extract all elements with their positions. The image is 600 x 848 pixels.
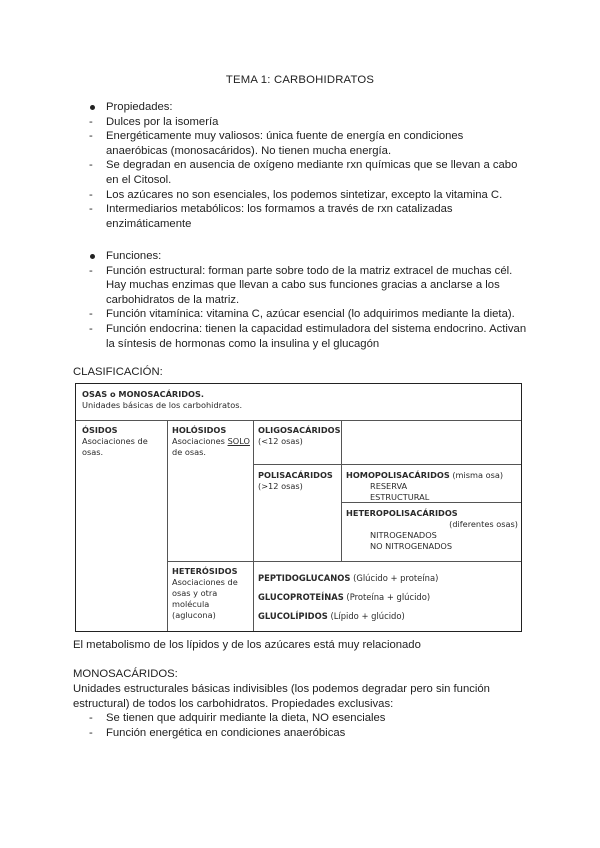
heterosidos-types: PEPTIDOGLUCANOS (Glúcido + proteína) GLUCOPROTEÍNAS (Proteína + glúcido) GLUCOLÍPIDOS (Lípido + glúcido) xyxy=(258,573,439,621)
list-item: - Función endocrina: tienen la capacidad estimuladora del sistema endocrino. Activan la síntesis de hormonas como la insulina y el glucagón xyxy=(89,322,527,350)
list-item: - Función energética en condiciones anaeróbicas xyxy=(89,726,346,739)
funciones-header: Funciones: xyxy=(88,249,528,264)
osas-cell: OSAS o MONOSACÁRIDOS. Unidades básicas de los carbohidratos. xyxy=(82,389,243,410)
propiedades-header: Propiedades: xyxy=(88,100,528,115)
bullet-icon xyxy=(90,105,95,110)
page-title: TEMA 1: CARBOHIDRATOS xyxy=(225,74,375,86)
clasificacion-heading: CLASIFICACIÓN: xyxy=(73,366,163,378)
list-item: - Función estructural: forman parte sobre todo de la matriz extracel de muchas cél. Hay muchas enzimas que llevan a cabo sus funciones gracias a anclarse a los carbohidratos de la matriz. xyxy=(89,264,513,306)
heteropolisacaridos-cell: HETEROPOLISACÁRIDOS (diferentes osas) NITROGENADOS NO NITROGENADOS xyxy=(346,508,518,551)
oligosacaridos-cell: OLIGOSACÁRIDOS (<12 osas) xyxy=(258,425,341,446)
clasificacion-table xyxy=(75,383,522,632)
heterosidos-cell: HETERÓSIDOS Asociaciones de osas y otra molécula (aglucona) xyxy=(172,566,238,620)
list-item: - Función vitamínica: vitamina C, azúcar esencial (lo adquirimos mediante la dieta). xyxy=(89,308,515,321)
list-item: - Se tienen que adquirir mediante la dieta, NO esenciales xyxy=(89,712,386,724)
polisacaridos-cell: POLISACÁRIDOS (>12 osas) xyxy=(258,470,333,491)
list-item: - Intermediarios metabólicos: los formamos a través de rxn catalizadas enzimáticamente xyxy=(89,203,453,230)
homopolisacaridos-cell: HOMOPOLISACÁRIDOS (misma osa) RESERVA ESTRUCTURAL xyxy=(346,470,504,502)
list-item: - Dulces por la isomería xyxy=(89,115,219,128)
propiedades-list xyxy=(88,100,528,231)
list-item: - Los azúcares no son esenciales, los podemos sintetizar, excepto la vitamina C. xyxy=(89,188,503,201)
holosidos-cell: HOLÓSIDOS Asociaciones SOLO de osas. xyxy=(172,425,250,457)
bullet-icon xyxy=(90,254,95,259)
funciones-list xyxy=(88,249,528,351)
monosacaridos-paragraph: Unidades estructurales básicas indivisibles (los podemos degradar pero sin función estructural) de todos los carbohidratos. Propiedades exclusivas: xyxy=(73,683,490,710)
osidos-cell: ÓSIDOS Asociaciones de osas. xyxy=(82,425,148,457)
list-item: - Se degradan en ausencia de oxígeno mediante rxn químicas que se llevan a cabo en el Citosol. xyxy=(89,159,518,186)
list-item: - Energéticamente muy valiosos: única fuente de energía en condiciones anaeróbicas (monosacáridos). No tienen mucha energía. xyxy=(89,130,464,157)
monosacaridos-list xyxy=(88,711,528,740)
monosacaridos-heading: MONOSACÁRIDOS: xyxy=(73,668,178,680)
metabolismo-text: El metabolismo de los lípidos y de los azúcares está muy relacionado xyxy=(73,639,421,651)
